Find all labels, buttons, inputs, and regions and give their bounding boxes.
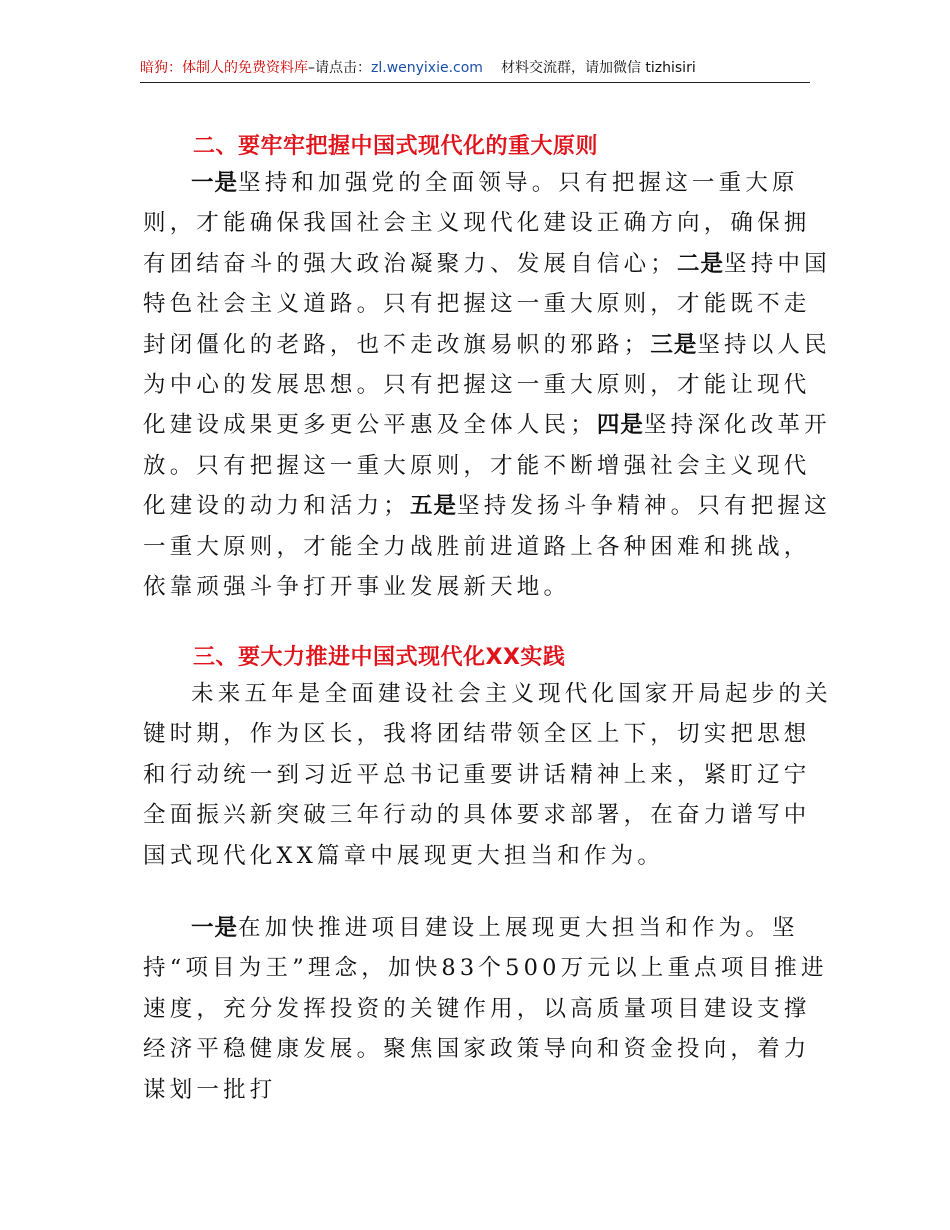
point-lead-3: 三是 [650, 331, 698, 358]
point-text-5: 坚持发扬斗争精神。只有把握这一重大原则，才能全力战胜前进道路上各种困难和挑战，依靠顽强斗争打开事业发展新天地。 [143, 493, 831, 601]
page-header [140, 58, 810, 83]
header-url-link[interactable]: zl.wenyixie.com [371, 60, 483, 76]
point-lead-1: 一是 [191, 170, 239, 196]
header-click-prompt: –请点击： [308, 60, 371, 76]
point-text-2: 坚持中国特色社会主义道路。只有把握这一重大原则，才能既不走封闭僵化的老路，也不走改旗易帜的邪路； [143, 250, 831, 358]
point-text-4: 坚持深化改革开放。只有把握这一重大原则，才能不断增强社会主义现代化建设的动力和活力； [143, 412, 831, 520]
section-3-point-lead-1: 一是 [191, 915, 239, 941]
section-3-point-paragraph [143, 908, 833, 1110]
section-3-intro-paragraph: 未来五年是全面建设社会主义现代化国家开局起步的关键时期，作为区长，我将团结带领全区上下，切实把思想和行动统一到习近平总书记重要讲话精神上来，紧盯辽宁全面振兴新突破三年行动的具体要求部署，在奋力谱写中国式现代化XX篇章中展现更大担当和作为。 [143, 681, 832, 869]
section-2-paragraph [143, 163, 833, 607]
header-group-text: 材料交流群，请加微信 tizhisiri [500, 60, 696, 76]
section-3-heading: 三、要大力推进中国式现代化XX实践 [193, 645, 566, 670]
point-lead-5: 五是 [410, 493, 458, 520]
section-2-heading: 二、要牢牢把握中国式现代化的重大原则 [193, 134, 599, 159]
point-text-3: 坚持以人民为中心的发展思想。只有把握这一重大原则，才能让现代化建设成果更多更公平惠及全体人民； [143, 331, 831, 439]
point-lead-4: 四是 [596, 412, 644, 439]
point-lead-2: 二是 [677, 250, 725, 277]
section-3-point-text-1: 在加快推进项目建设上展现更大担当和作为。坚持“项目为王”理念，加快83个500万元以上重点项目推进速度，充分发挥投资的关键作用，以高质量项目建设支撑经济平稳健康发展。聚焦国家政策导向和资金投向，着力谋划一批打 [143, 915, 828, 1103]
point-text-1: 坚持和加强党的全面领导。只有把握这一重大原则，才能确保我国社会主义现代化建设正确方向，确保拥有团结奋斗的强大政治凝聚力、发展自信心； [143, 170, 811, 277]
header-site-name: 暗狗：体制人的免费资料库 [140, 60, 308, 76]
